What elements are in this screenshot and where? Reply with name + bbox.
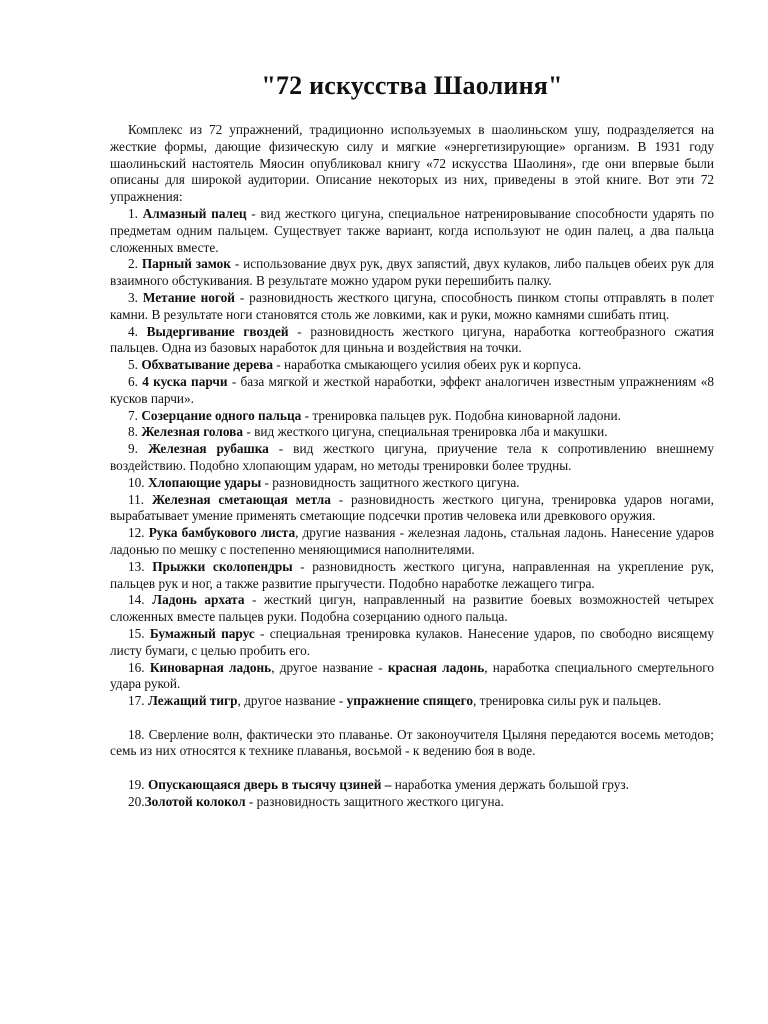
list-item: 2. Парный замок - использование двух рук, двух запястий, двух кулаков, либо пальцев обеих рук для взаимного обстукивания. В результате можно ударом руки перешибить палку. xyxy=(110,256,714,289)
list-item: 8. Железная голова - вид жесткого цигуна, специальная тренировка лба и макушки. xyxy=(128,424,608,440)
list-item: 20.Золотой колокол - разновидность защитного жесткого цигуна. xyxy=(128,793,504,809)
list-item: 6. 4 куска парчи - база мягкой и жесткой наработки, эффект аналогичен известным упражнениям «8 кусков парчи». xyxy=(110,373,714,406)
list-item: 13. Прыжки сколопендры - разновидность жесткого цигуна, направленная на укрепление рук, пальцев рук и ног, а также развитие прыгучести. Подобно наработке лежащего тигра. xyxy=(110,558,714,591)
spacer xyxy=(110,760,714,777)
list-item: 4. Выдергивание гвоздей - разновидность жесткого цигуна, наработка когтеобразного сжатия пальцев. Одна из базовых наработок для циньна и воздействия на точки. xyxy=(110,323,715,356)
list-item: 1. Алмазный палец - вид жесткого цигуна, специальное натренировывание способности ударять по предметам одним пальцем. Существует также вариант, когда используют не один палец, а два пальца сложенных вместе. xyxy=(110,205,714,255)
list-item: 18. Сверление волн, фактически это плаванье. От законоучителя Цыляня передаются восемь методов; семь из них относятся к технике плаванья, восьмой - к ведению боя в воде. xyxy=(110,726,714,759)
list-item: 5. Обхватывание дерева - наработка смыкающего усилия обеих рук и корпуса. xyxy=(128,357,582,373)
list-item: 9. Железная рубашка - вид жесткого цигуна, приучение тела к сопротивлению внешнему воздействию. Подобно хлопающим ударам, но методы тренировки более трудны. xyxy=(110,441,714,473)
list-item: 12. Рука бамбукового листа, другие названия - железная ладонь, стальная ладонь. Нанесение ударов ладонью по мешку с постепенно меняющимися наполнителями. xyxy=(110,525,714,557)
list-item: 7. Созерцание одного пальца - тренировка пальцев рук. Подобна киноварной ладони. xyxy=(128,407,621,423)
list-item: 16. Киноварная ладонь, другое название - красная ладонь, наработка специального смертельного удара рукой. xyxy=(110,659,714,692)
list-item: 19. Опускающаяся дверь в тысячу цзиней – наработка умения держать большой груз. xyxy=(128,777,630,793)
page-title: "72 искусства Шаолиня" xyxy=(261,71,563,100)
spacer xyxy=(110,710,714,727)
list-item: 10. Хлопающие удары - разновидность защитного жесткого цигуна. xyxy=(128,474,520,490)
document-page xyxy=(110,0,714,811)
intro-paragraph: Комплекс из 72 упражнений, традиционно используемых в шаолиньском ушу, подразделяется на жесткие формы, дающие физическую силу и мягкие «энергетизирующие» организм. В 1931 году шаолиньский настоятель Мяосин опубликовал книгу «72 искусства Шаолиня», где они впервые были описаны для широкой аудитории. Описание некоторых из них, приведены в этой книге. Вот эти 72 упражнения: xyxy=(110,122,714,205)
list-item: 11. Железная сметающая метла - разновидность жесткого цигуна, тренировка ударов ногами, вырабатывает умение применять сметающие подсечки против человека или древкового оружия. xyxy=(110,491,714,524)
list-item: 15. Бумажный парус - специальная тренировка кулаков. Нанесение ударов, по свободно висящему листу бумаги, с целью пробить его. xyxy=(110,625,715,658)
list-item: 3. Метание ногой - разновидность жесткого цигуна, способность пинком стопы отправлять в полет камни. В результате ноги становятся столь же ловкими, как и руки, можно камнями сшибать птиц. xyxy=(110,289,714,322)
list-item: 17. Лежащий тигр, другое название - упражнение спящего, тренировка силы рук и пальцев. xyxy=(128,693,662,709)
list-item: 14. Ладонь архата - жесткий цигун, направленный на развитие боевых возможностей четырех сложенных вместе пальцев руки. Подобна созерцанию одного пальца. xyxy=(110,592,714,625)
